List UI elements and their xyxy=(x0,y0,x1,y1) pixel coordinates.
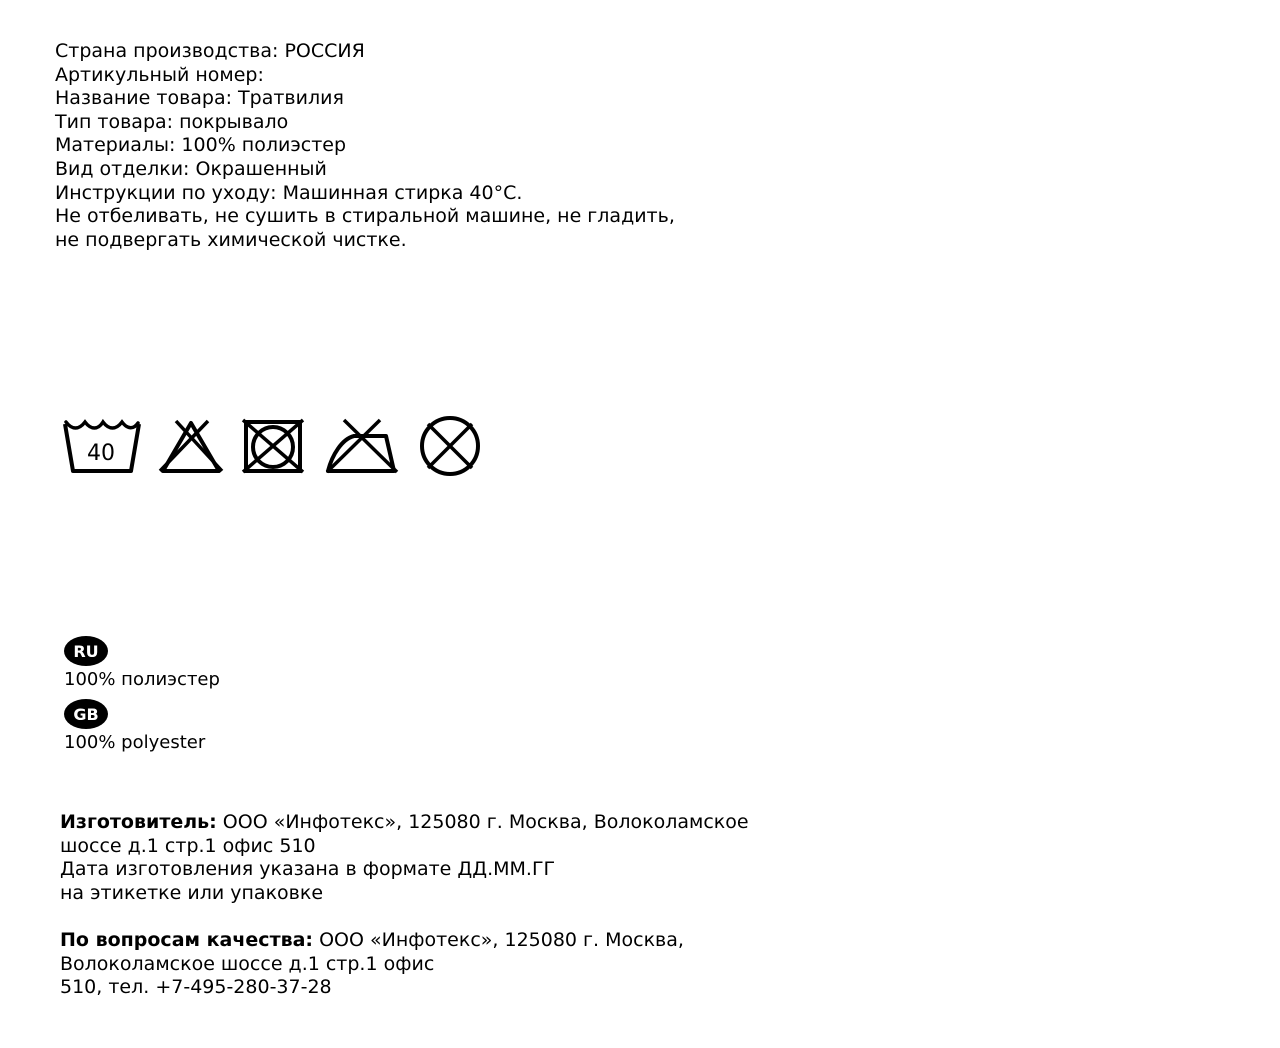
composition xyxy=(64,636,220,754)
wash-40-icon xyxy=(62,415,142,479)
composition-gb xyxy=(64,699,220,754)
quality-contact xyxy=(60,929,684,1000)
quality-line-3: 510, тел. +7-495-280-37-28 xyxy=(60,976,332,999)
manufacturer-line-1 xyxy=(60,811,749,835)
manufacturer-line-4: на этикетке или упаковке xyxy=(60,881,324,904)
composition-ru xyxy=(64,636,220,691)
manufacturer-line-2: шоссе д.1 стр.1 офис 510 xyxy=(60,834,316,857)
care-symbols xyxy=(62,415,492,479)
quality-line-2: Волоколамское шоссе д.1 стр.1 офис xyxy=(60,952,435,975)
manufacturer-line-3: Дата изготовления указана в формате ДД.ММ.ГГ xyxy=(60,858,556,881)
manufacturer-info xyxy=(60,811,749,905)
wash-temperature: 40 xyxy=(87,441,115,466)
manufacturer-address: ООО «Инфотекс», 125080 г. Москва, Волоколамское xyxy=(216,811,749,833)
no-dry-clean-icon xyxy=(416,415,484,479)
no-bleach-icon xyxy=(156,415,226,479)
lang-badge-gb: GB xyxy=(64,699,108,729)
info-care-instructions-cont: Не отбеливать, не сушить в стиральной машине, не гладить, xyxy=(55,205,675,228)
no-tumble-dry-icon xyxy=(240,415,306,479)
lang-badge-ru: RU xyxy=(64,636,108,666)
product-info xyxy=(55,40,675,252)
quality-address: ООО «Инфотекс», 125080 г. Москва, xyxy=(313,929,684,951)
info-finish: Вид отделки: Окрашенный xyxy=(55,157,327,180)
info-article-number: Артикульный номер: xyxy=(55,63,264,86)
info-care-instructions: Инструкции по уходу: Машинная стирка 40°С. xyxy=(55,181,523,204)
info-country: Страна производства: РОССИЯ xyxy=(55,40,365,62)
info-materials: Материалы: 100% полиэстер xyxy=(55,134,347,157)
composition-ru-text: 100% полиэстер xyxy=(64,669,220,690)
quality-line-1 xyxy=(60,929,684,953)
info-product-type: Тип товара: покрывало xyxy=(55,110,289,133)
no-iron-icon xyxy=(324,415,400,479)
quality-label: По вопросам качества: xyxy=(60,929,314,951)
composition-gb-text: 100% polyester xyxy=(64,732,206,753)
info-product-name: Название товара: Тратвилия xyxy=(55,87,344,110)
manufacturer-label: Изготовитель: xyxy=(60,811,217,833)
info-care-instructions-end: не подвергать химической чистке. xyxy=(55,228,407,251)
